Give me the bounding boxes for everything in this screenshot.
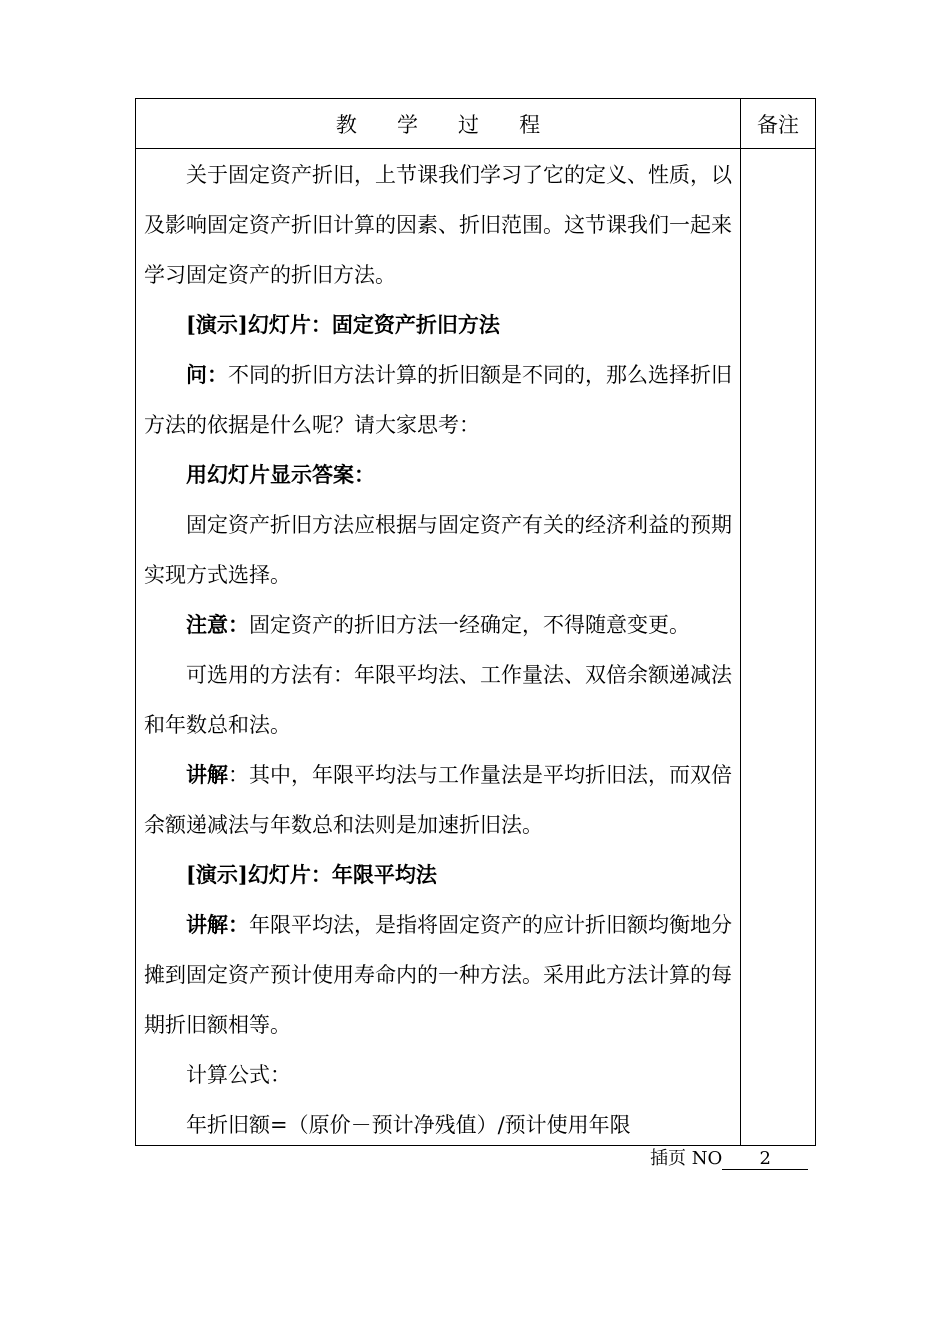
paragraph-explain-2 bbox=[144, 900, 732, 1050]
note-label: 注意： bbox=[186, 612, 249, 637]
paragraph-formula-label: 计算公式： bbox=[186, 1063, 291, 1087]
question-text: 不同的折旧方法计算的折旧额是不同的，那么选择折旧方法的依据是什么呢？请大家思考： bbox=[144, 363, 732, 437]
teaching-content bbox=[144, 150, 732, 1150]
explain-label-2: 讲解： bbox=[186, 912, 249, 937]
lesson-table bbox=[135, 98, 816, 1146]
paragraph-methods-list: 可选用的方法有：年限平均法、工作量法、双倍余额递减法和年数总和法。 bbox=[144, 663, 732, 737]
column-divider bbox=[740, 99, 741, 1145]
paragraph-note bbox=[144, 600, 732, 650]
header-notes bbox=[741, 99, 815, 148]
insert-page-number: 2 bbox=[722, 1149, 808, 1170]
note-text: 固定资产的折旧方法一经确定，不得随意变更。 bbox=[249, 613, 690, 637]
table-header-row bbox=[136, 99, 815, 149]
explain-text-2: 年限平均法，是指将固定资产的应计折旧额均衡地分摊到固定资产预计使用寿命内的一种方法。采用此方法计算的每期折旧额相等。 bbox=[144, 913, 732, 1037]
paragraph-question bbox=[144, 350, 732, 450]
paragraph-answer: 固定资产折旧方法应根据与固定资产有关的经济利益的预期实现方式选择。 bbox=[144, 513, 732, 587]
paragraph-show-answer: 用幻灯片显示答案： bbox=[186, 462, 375, 487]
header-teaching-process-label: 教 学 过 程 bbox=[335, 112, 541, 137]
paragraph-demo-methods: [演示]幻灯片：固定资产折旧方法 bbox=[186, 312, 500, 337]
explain-text-1: ：其中，年限平均法与工作量法是平均折旧法，而双倍余额递减法与年数总和法则是加速折旧法。 bbox=[144, 763, 732, 837]
header-teaching-process bbox=[136, 99, 740, 148]
paragraph-demo-straight-line: [演示]幻灯片：年限平均法 bbox=[186, 862, 437, 887]
insert-page-label: 插页 NO bbox=[650, 1148, 723, 1169]
page-footer bbox=[650, 1147, 808, 1171]
explain-label-1: 讲解 bbox=[186, 762, 228, 787]
paragraph-formula: 年折旧额=（原价－预计净残值）/预计使用年限 bbox=[186, 1113, 631, 1137]
header-notes-label: 备注 bbox=[757, 112, 799, 137]
question-label: 问： bbox=[186, 362, 228, 387]
paragraph-intro: 关于固定资产折旧，上节课我们学习了它的定义、性质，以及影响固定资产折旧计算的因素、折旧范围。这节课我们一起来学习固定资产的折旧方法。 bbox=[144, 163, 732, 287]
paragraph-explain-1 bbox=[144, 750, 732, 850]
